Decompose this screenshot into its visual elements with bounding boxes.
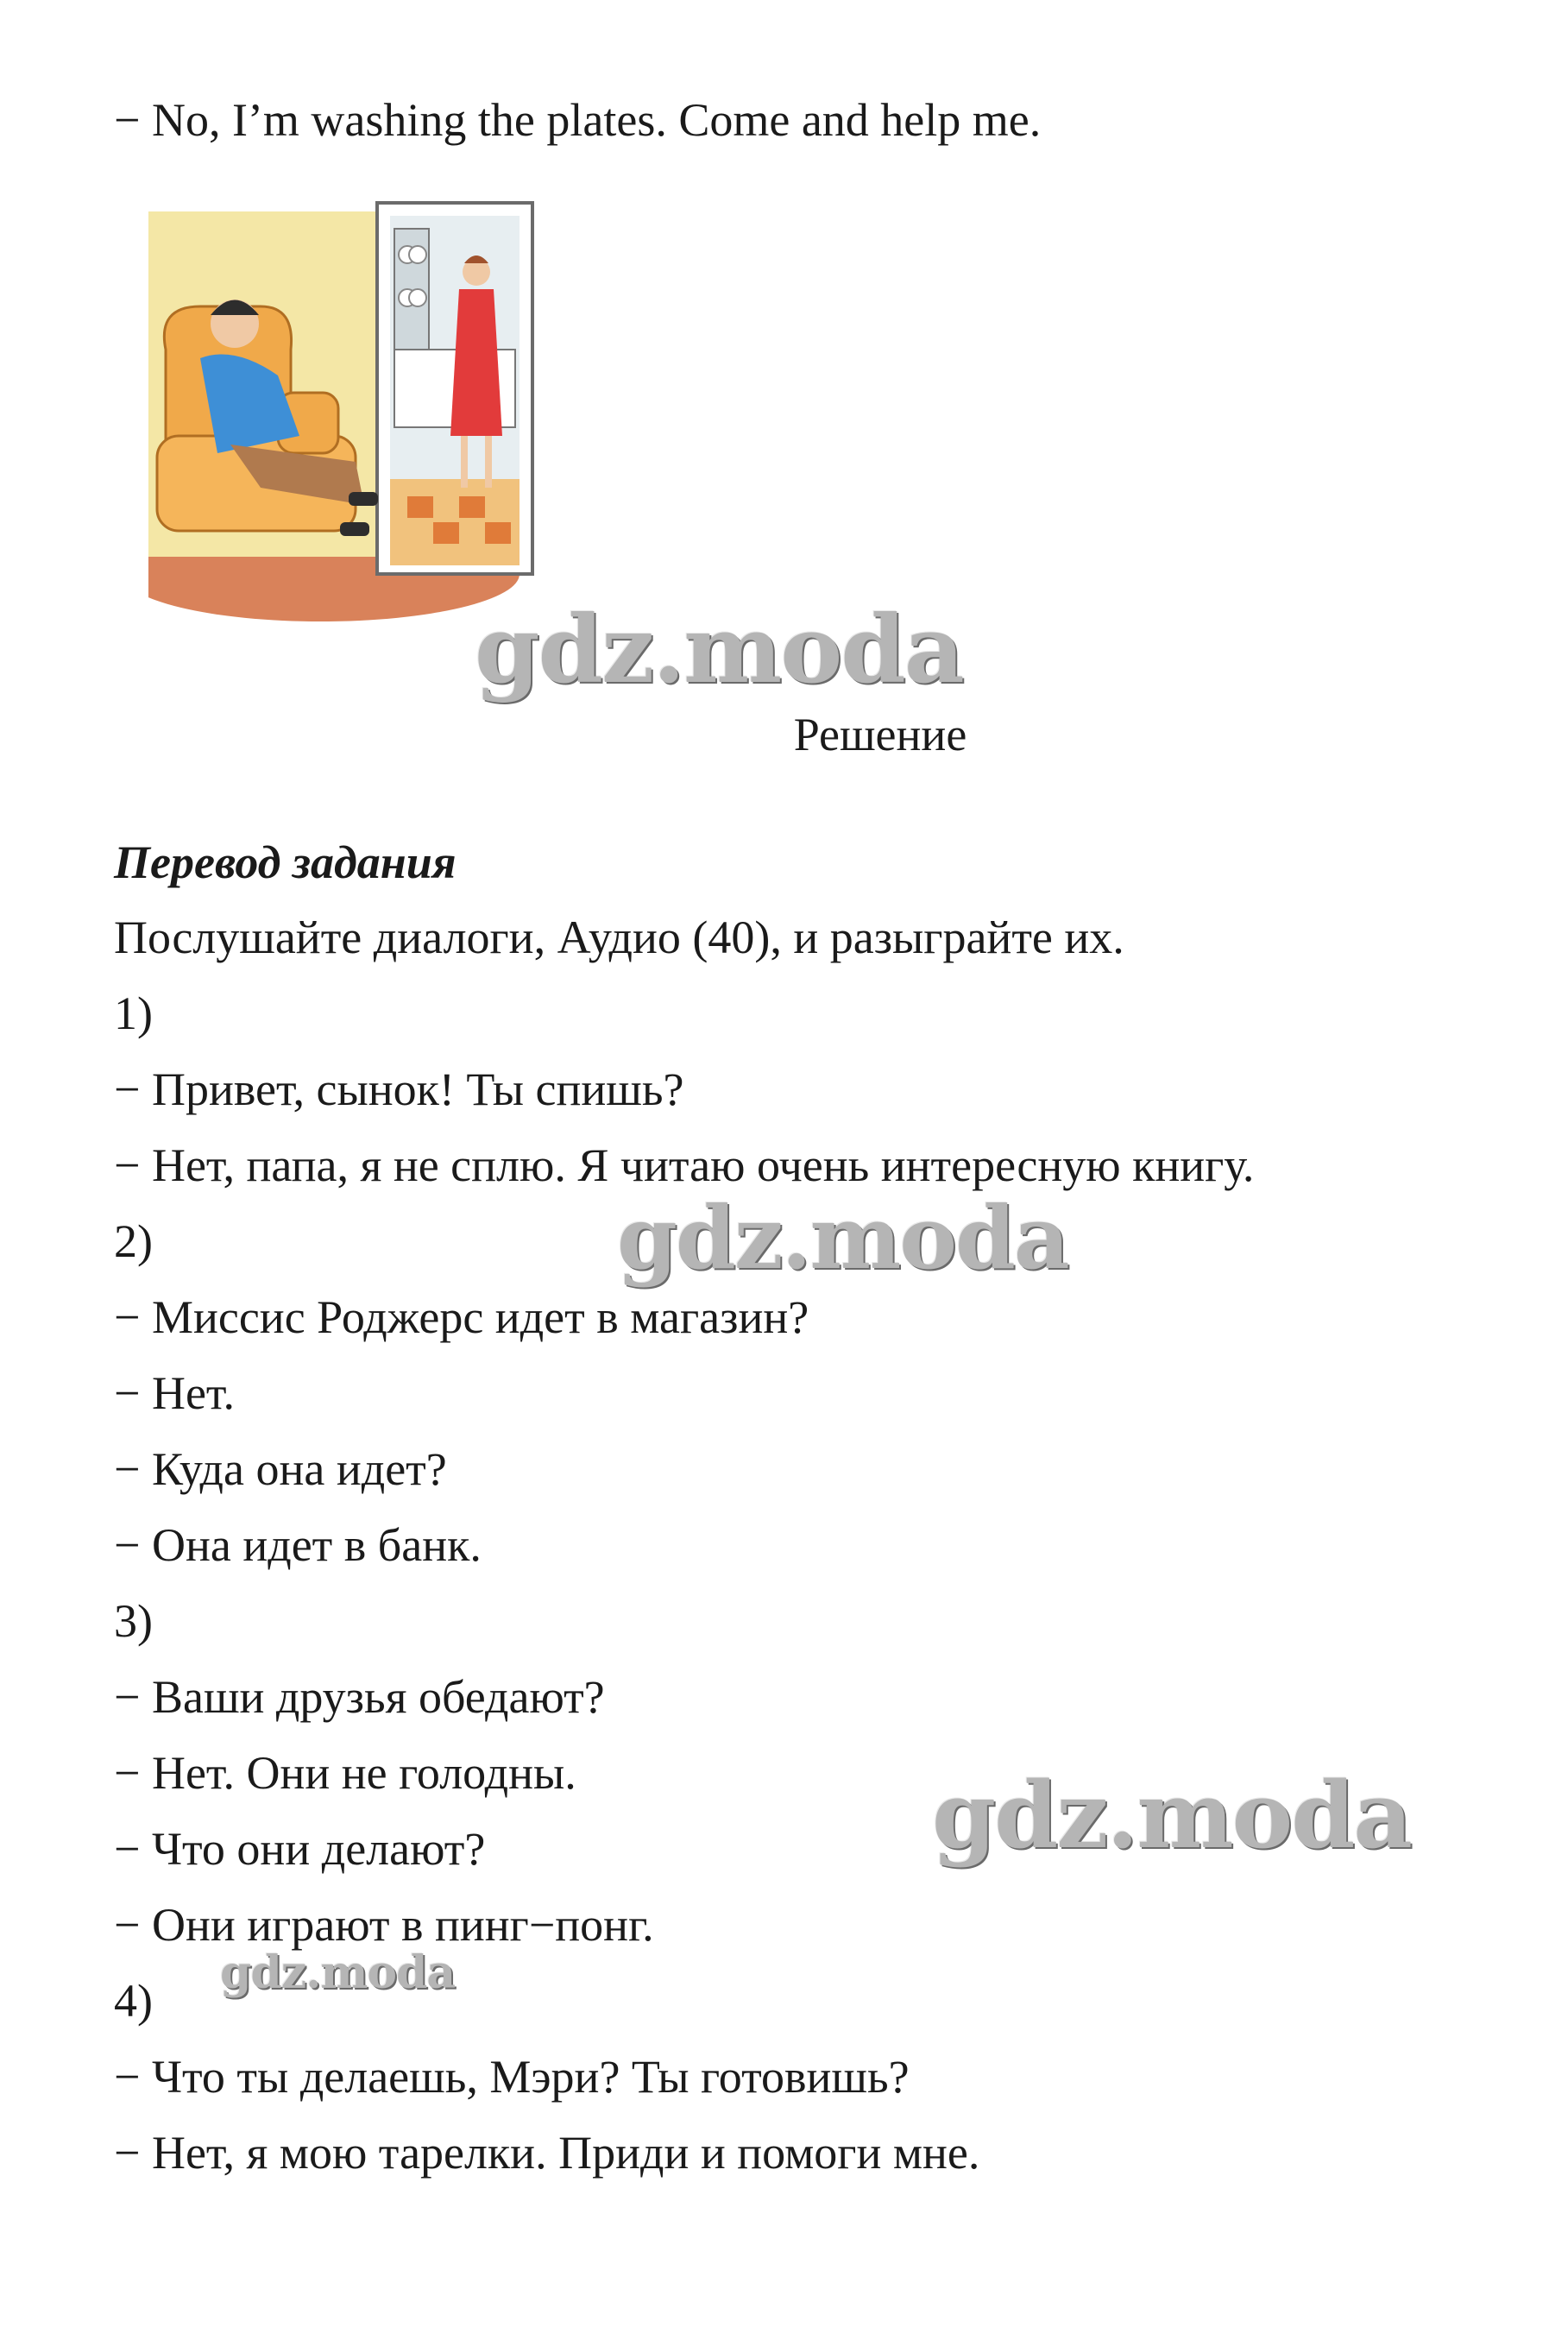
dialogue-number: 1)	[114, 987, 153, 1039]
dialogue-line: − Ваши друзья обедают?	[114, 1671, 605, 1723]
watermark-logo: gdz.moda	[932, 1761, 1411, 1869]
dialogue-line: − Нет, папа, я не сплю. Я читаю очень интересную книгу.	[114, 1139, 1255, 1191]
dialogue-line: − Они играют в пинг−понг.	[114, 1899, 654, 1951]
dialogue-line: − Нет. Они не голодны.	[114, 1747, 576, 1799]
dialogue-line: − Что они делают?	[114, 1823, 486, 1875]
dialogue-line: − Что ты делаешь, Мэри? Ты готовишь?	[114, 2051, 910, 2103]
watermark-logo-small: gdz.moda	[220, 1946, 456, 1999]
dialogue-line: − Нет, я мою тарелки. Приди и помоги мне.	[114, 2127, 980, 2179]
dialogue-number: 2)	[114, 1215, 153, 1267]
top-dialogue-line: − No, I’m washing the plates. Come and help me.	[114, 94, 1042, 146]
solution-label: Решение	[793, 709, 967, 760]
illustration-man-armchair-woman-kitchen	[148, 177, 563, 626]
dialogue-line: − Она идет в банк.	[114, 1519, 482, 1571]
instruction-text: Послушайте диалоги, Аудио (40), и разыграйте их.	[114, 911, 1124, 963]
dialogue-number: 3)	[114, 1595, 153, 1647]
dialogue-line: − Нет.	[114, 1367, 235, 1419]
dialogue-line: − Куда она идет?	[114, 1443, 447, 1495]
dialogue-line: − Привет, сынок! Ты спишь?	[114, 1063, 684, 1115]
dialogue-number: 4)	[114, 1975, 153, 2027]
section-heading: Перевод задания	[114, 836, 457, 888]
watermark-logo: gdz.moda	[617, 1187, 1068, 1289]
watermark-logo: gdz.moda	[475, 596, 963, 704]
dialogue-line: − Миссис Роджерс идет в магазин?	[114, 1291, 809, 1343]
